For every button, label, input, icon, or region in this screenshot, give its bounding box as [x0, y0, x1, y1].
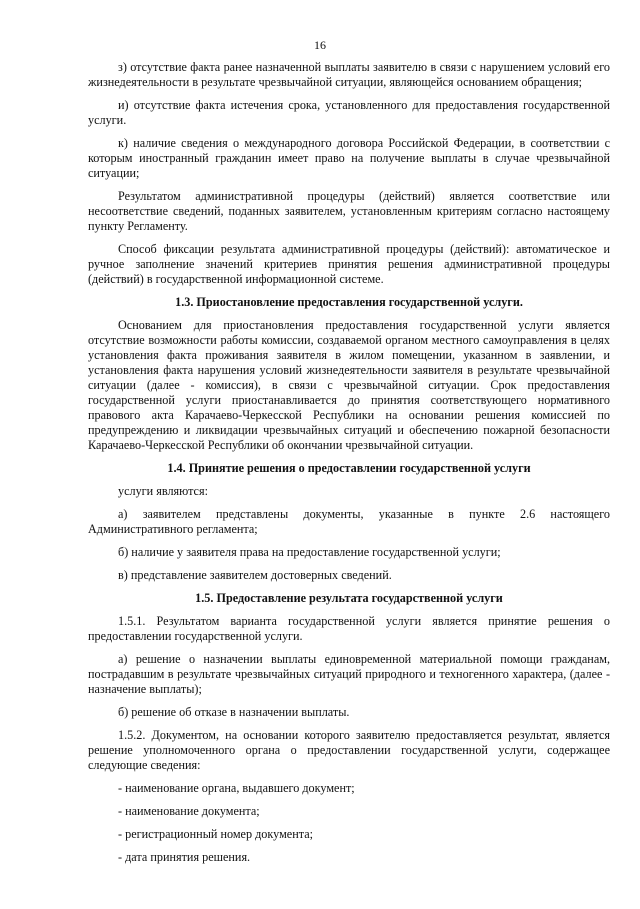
- list-item-decision-a: а) решение о назначении выплаты единовременной материальной помощи гражданам, пострадавшим в результате чрезвычайных ситуаций природного и техногенного характера, (далее - назначение выплаты);: [88, 652, 610, 696]
- page-number: 16: [314, 38, 326, 52]
- paragraph-fixation: Способ фиксации результата административной процедуры (действий): автоматическое и ручное заполнение значений критериев принятия решения административной процедуры (действий) в государственной информационной системе.: [88, 242, 610, 286]
- paragraph-1-5-1: 1.5.1. Результатом варианта государственной услуги является принятие решения о предоставлении государственной услуги.: [88, 614, 610, 643]
- list-item-organ: - наименование органа, выдавшего документ;: [118, 781, 355, 795]
- list-item-date: - дата принятия решения.: [118, 850, 251, 864]
- heading-1-5: 1.5. Предоставление результата государственной услуги: [195, 591, 503, 605]
- list-item-decision-b: б) решение об отказе в назначении выплаты.: [118, 705, 350, 719]
- list-item-v: в) представление заявителем достоверных сведений.: [118, 568, 392, 582]
- list-item-b: б) наличие у заявителя права на предоставление государственной услуги;: [118, 545, 501, 559]
- paragraph-i: и) отсутствие факта истечения срока, установленного для предоставления государственной услуги.: [88, 98, 610, 127]
- list-item-reg-number: - регистрационный номер документа;: [118, 827, 313, 841]
- paragraph-result: Результатом административной процедуры (действий) является соответствие или несоответствие сведений, поданных заявителем, установленным критериям согласно настоящему пункту Регламенту.: [88, 189, 610, 233]
- document-body: [88, 60, 610, 865]
- list-item-doc-name: - наименование документа;: [118, 804, 260, 818]
- paragraph-1-5-2: 1.5.2. Документом, на основании которого заявителю предоставляется результат, является решение уполномоченного органа о предоставлении государственной услуги, содержащее следующие сведения:: [88, 728, 610, 772]
- paragraph-suspension: Основанием для приостановления предоставления государственной услуги является отсутствие возможности работы комиссии, создаваемой органом местного самоуправления в целях установления факта проживания заявителя в жилом помещении, указанном в заявлении, и установления факта нарушения условий жизнедеятельности заявителя в результате чрезвычайной ситуации (далее - комиссия), в связи с чрезвычайной ситуации. Срок предоставления государственной услуги приостанавливается до принятия соответствующего нормативного правового акта Карачаево-Черкесской Республики на основании решения комиссией по предупреждению и ликвидации чрезвычайных ситуаций и обеспечению пожарной безопасности Карачаево-Черкесской Республики об окончании чрезвычайной ситуации.: [88, 318, 610, 452]
- heading-1-3: 1.3. Приостановление предоставления государственной услуги.: [175, 295, 523, 309]
- list-item-a: а) заявителем представлены документы, указанные в пункте 2.6 настоящего Административного регламента;: [88, 507, 610, 536]
- heading-1-4: 1.4. Принятие решения о предоставлении государственной услуги: [167, 461, 531, 475]
- paragraph-k: к) наличие сведения о международного договора Российской Федерации, в соответствии с которым иностранный гражданин имеет право на получение выплаты в случае чрезвычайной ситуации;: [88, 136, 610, 180]
- paragraph-z: з) отсутствие факта ранее назначенной выплаты заявителю в связи с нарушением условий его жизнедеятельности в результате чрезвычайной ситуации, являющейся основанием обращения;: [88, 60, 610, 89]
- paragraph-criteria-intro: услуги являются:: [118, 484, 208, 498]
